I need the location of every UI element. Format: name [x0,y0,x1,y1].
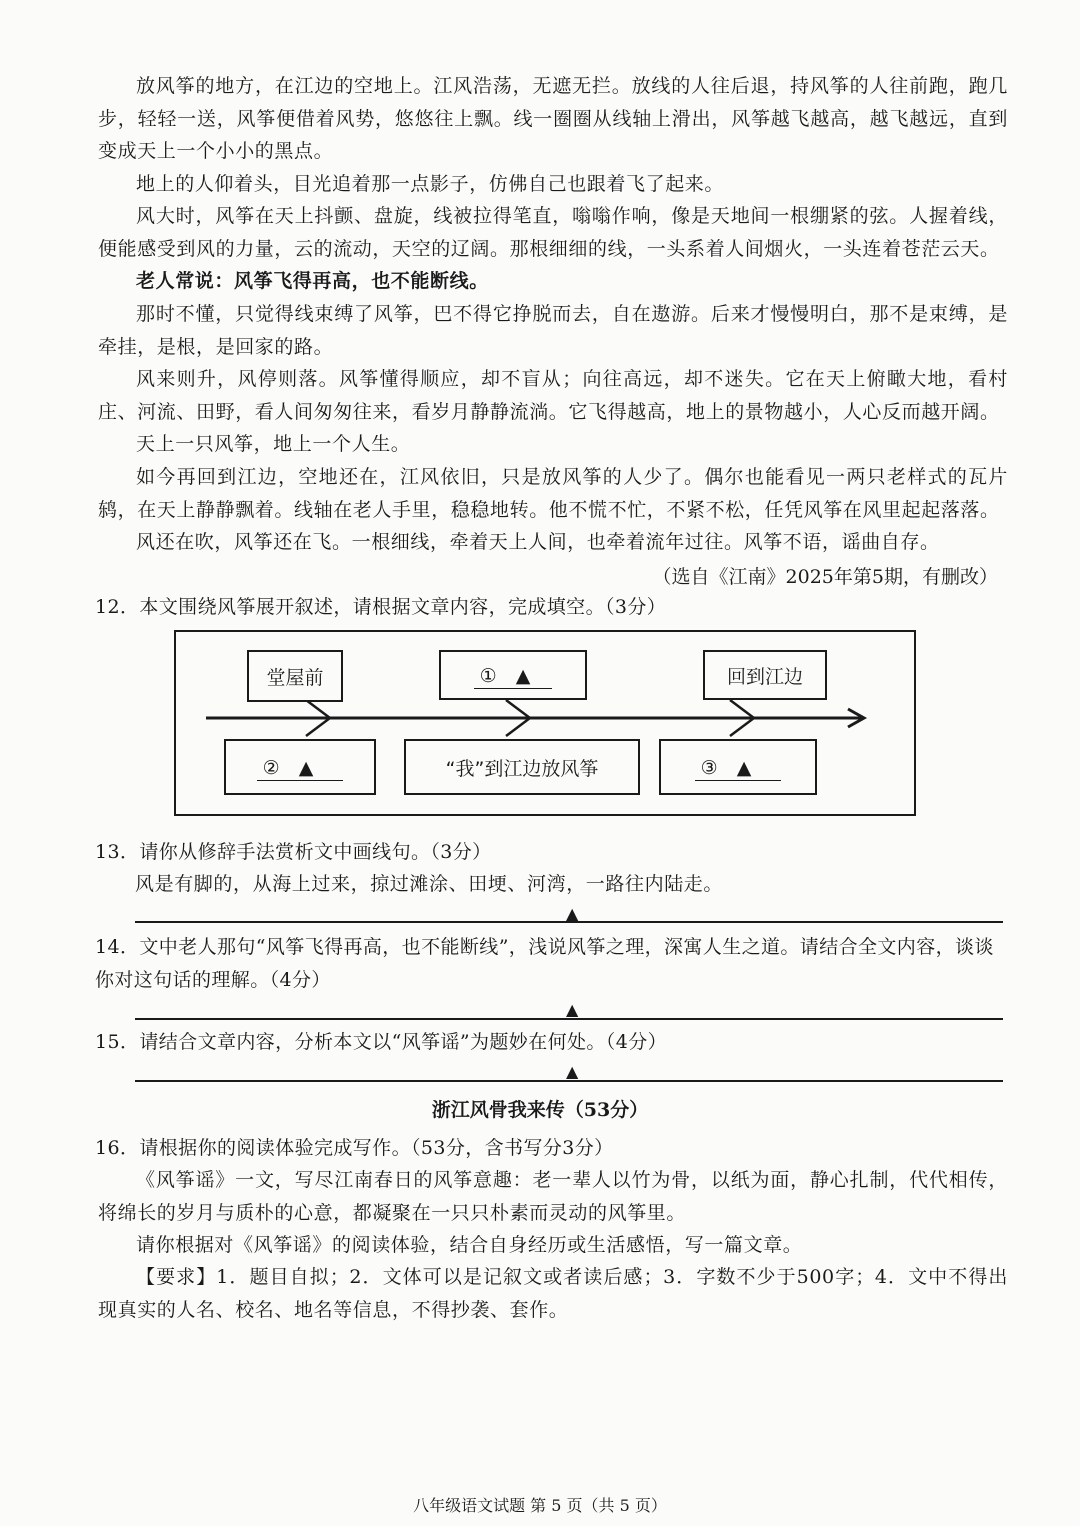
question-16-requirements: 【要求】1．题目自拟；2．文体可以是记叙文或者读后感；3．字数不少于500字；4．文中不得出现真实的人名、校名、地名等信息，不得抄袭、套作。 [98,1266,1008,1321]
answer-marker-15: ▲ [566,1062,579,1081]
passage-paragraph-7: 天上一只风筝，地上一个人生。 [136,433,411,455]
passage-paragraph-3: 风大时，风筝在天上抖颤、盘旋，线被拉得笔直，嗡嗡作响，像是天地间一根绷紧的弦。人握着线，便能感受到风的力量，云的流动，天空的辽阔。那根细细的线，一头系着人间烟火，一头连着苍茫云天。 [98,205,1008,260]
question-13: 13．请你从修辞手法赏析文中画线句。（3分） [95,841,492,863]
box-label: 堂屋前 [266,666,324,689]
passage-paragraph-1: 放风筝的地方，在江边的空地上。江风浩荡，无遮无拦。放线的人往后退，持风筝的人往前跑，跑几步，轻轻一送，风筝便借着风势，悠悠往上飘。线一圈圈从线轴上滑出，风筝越飞越高，越飞越远，直到变成天上一个小小的黑点。 [98,75,1008,162]
section-title: 浙江风骨我来传（53分） [431,1099,649,1121]
passage-paragraph-4: 老人常说：风筝飞得再高，也不能断线。 [136,270,489,292]
plot-diagram [174,630,916,816]
answer-marker-13: ▲ [566,904,579,923]
box-wo-fang-fengzheng [404,739,640,795]
passage-paragraph-2: 地上的人仰着头，目光追着那一点影子，仿佛自己也跟着飞了起来。 [136,173,725,195]
box-label: 回到江边 [726,665,803,688]
answer-line-13[interactable] [135,921,1003,923]
box-label: ① ▲ [474,661,553,689]
question-13-quote: 风是有脚的，从海上过来，掠过滩涂、田埂、河湾，一路往内陆走。 [135,873,724,895]
box-label: “我”到江边放风筝 [445,757,599,780]
question-15: 15．请结合文章内容，分析本文以“风筝谣”为题妙在何处。（4分） [95,1031,667,1053]
box-blank-1[interactable] [439,650,587,700]
question-14: 14．文中老人那句“风筝飞得再高，也不能断线”，浅说风筝之理，深寓人生之道。请结合全文内容，谈谈你对这句话的理解。（4分） [95,936,994,991]
passage-paragraph-9: 风还在吹，风筝还在飞。一根细线，牵着天上人间，也牵着流年过往。风筝不语，谣曲自存。 [136,531,940,553]
answer-marker-14: ▲ [566,1000,579,1019]
passage-source: （选自《江南》2025年第5期，有删改） [652,566,998,588]
question-16: 16．请根据你的阅读体验完成写作。（53分，含书写分3分） [95,1137,614,1159]
box-tangwu-qian [247,650,343,702]
box-label: ③ ▲ [695,753,782,781]
question-16-intro: 《风筝谣》一文，写尽江南春日的风筝意趣：老一辈人以竹为骨，以纸为面，静心扎制，代代相传，将绵长的岁月与质朴的心意，都凝聚在一只只朴素而灵动的风筝里。 [98,1169,1008,1224]
question-16-prompt: 请你根据对《风筝谣》的阅读体验，结合自身经历或生活感悟，写一篇文章。 [136,1234,803,1256]
passage-paragraph-6: 风来则升，风停则落。风筝懂得顺应，却不盲从；向往高远，却不迷失。它在天上俯瞰大地，看村庄、河流、田野，看人间匆匆往来，看岁月静静流淌。它飞得越高，地上的景物越小，人心反而越开阔。 [98,368,1008,423]
box-huidao-jiangbian [703,650,827,700]
question-12: 12．本文围绕风筝展开叙述，请根据文章内容，完成填空。（3分） [95,596,667,618]
answer-line-14[interactable] [135,1018,1003,1020]
answer-line-15[interactable] [135,1080,1003,1082]
box-blank-2[interactable] [224,739,376,795]
box-blank-3[interactable] [659,739,817,795]
box-label: ② ▲ [257,753,344,781]
passage-paragraph-8: 如今再回到江边，空地还在，江风依旧，只是放风筝的人少了。偶尔也能看见一两只老样式的瓦片鸫，在天上静静飘着。线轴在老人手里，稳稳地转。他不慌不忙，不紧不松，任凭风筝在风里起起落落。 [98,466,1008,521]
passage-paragraph-5: 那时不懂，只觉得线束缚了风筝，巴不得它挣脱而去，自在遨游。后来才慢慢明白，那不是束缚，是牵挂，是根，是回家的路。 [98,303,1008,358]
page-footer: 八年级语文试题 第 5 页（共 5 页） [413,1496,667,1515]
